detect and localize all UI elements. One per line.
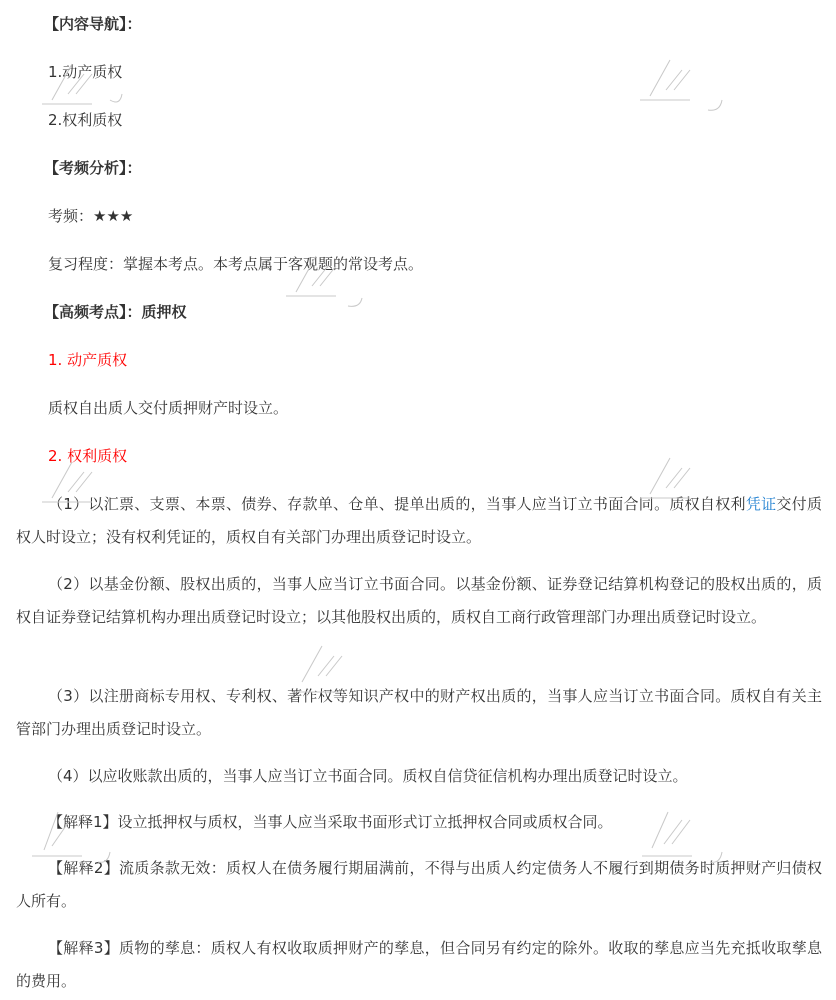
nav-item-right-pledge: 2.权利质权 (48, 111, 123, 129)
right-pledge-item-3: （3）以注册商标专用权、专利权、著作权等知识产权中的财产权出质的，当事人应当订立书面合同。质权自有关主管部门办理出质登记时设立。 (16, 687, 822, 738)
item-1-text-before: （1）以汇票、支票、本票、债券、存款单、仓单、提单出质的，当事人应当订立书面合同。质权自权利 (48, 495, 746, 513)
nav-heading: 【内容导航】： (44, 15, 142, 33)
nav-item-movable-pledge: 1.动产质权 (48, 63, 123, 81)
item-1-text-after: 交付质权人时设立；没有权利凭证的，质权自有关部门办理出质登记时设立。 (16, 495, 822, 546)
watermark-icon (638, 54, 728, 114)
right-pledge-item-1 (16, 488, 822, 554)
voucher-link[interactable]: 凭证 (745, 495, 777, 513)
frequency-heading: 【考频分析】： (44, 159, 142, 177)
subheading-movable-pledge: 1. 动产质权 (48, 351, 128, 369)
right-pledge-item-2: （2）以基金份额、股权出质的，当事人应当订立书面合同。以基金份额、证券登记结算机构登记的股权出质的，质权自证券登记结算机构办理出质登记时设立；以其他股权出质的，质权自工商行政管理部门办理出质登记时设立。 (16, 575, 822, 626)
key-point-heading: 【高频考点】：质押权 (44, 303, 187, 321)
explanation-2: 【解释2】流质条款无效：质权人在债务履行期届满前，不得与出质人约定债务人不履行到期债务时质押财产归债权人所有。 (16, 859, 822, 910)
frequency-rating: 考频：★★★ (48, 207, 134, 225)
right-pledge-item-4: （4）以应收账款出质的，当事人应当订立书面合同。质权自信贷征信机构办理出质登记时设立。 (48, 767, 688, 785)
explanation-3: 【解释3】质物的孳息：质权人有权收取质押财产的孳息，但合同另有约定的除外。收取的孳息应当先充抵收取孳息的费用。 (16, 939, 822, 990)
review-level: 复习程度：掌握本考点。本考点属于客观题的常设考点。 (48, 255, 424, 273)
subheading-right-pledge: 2. 权利质权 (48, 447, 128, 465)
movable-pledge-text: 质权自出质人交付质押财产时设立。 (48, 399, 289, 417)
explanation-1: 【解释1】设立抵押权与质权，当事人应当采取书面形式订立抵押权合同或质权合同。 (48, 813, 613, 831)
